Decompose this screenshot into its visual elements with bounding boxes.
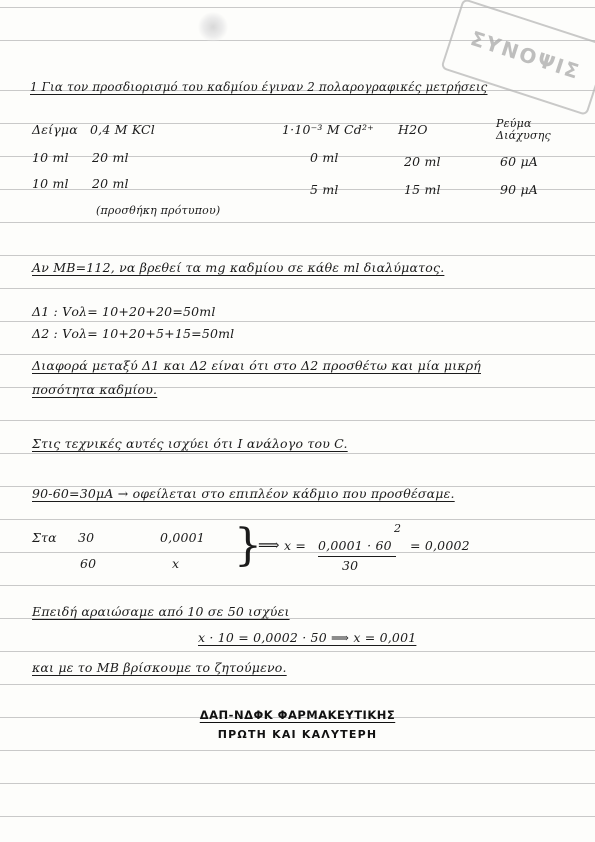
table-note: (προσθήκη πρότυπου) <box>96 204 221 217</box>
ratio-a: 30 <box>78 530 95 545</box>
question-text: Αν ΜΒ=112, να βρεθεί τα mg καδμίου σε κάθε ml διαλύματος. <box>32 260 445 275</box>
ratio-b: 0,0001 <box>160 530 205 545</box>
ratio-label: Στα <box>32 530 57 545</box>
problem-title: 1 Για τον προσδιορισμό του καδμίου έγιναν 2 πολαρογραφικές μετρήσεις <box>30 80 488 94</box>
difference-line-1: Διαφορά μεταξύ Δ1 και Δ2 είναι ότι στο Δ2 προσθέτω και μία μικρή <box>32 358 481 373</box>
row1-cd: 0 ml <box>310 150 339 165</box>
fraction-bar <box>318 556 396 557</box>
stamp-seal: ΣΥΝΟΨΙΣ <box>440 0 595 116</box>
volume-d2: Δ2 : Vολ= 10+20+5+15=50ml <box>32 326 235 341</box>
row2-current: 90 μA <box>500 182 539 197</box>
row2-sample: 10 ml <box>32 176 69 191</box>
ratio-d: x <box>172 556 180 571</box>
technique-statement: Στις τεχνικές αυτές ισχύει ότι I ανάλογο του C. <box>32 436 348 451</box>
eq-prefix: x = <box>284 538 307 553</box>
difference-line-2: ποσότητα καδμίου. <box>32 382 158 397</box>
curly-brace: } <box>234 520 262 571</box>
footer-org-name: ΔΑΠ-ΝΔΦΚ ΦΑΡΜΑΚΕΥΤΙΚΗΣ <box>199 708 396 722</box>
current-subtraction: 90-60=30μA → οφείλεται στο επιπλέον κάδμιο που προσθέσαμε. <box>32 486 455 501</box>
header-cd: 1·10⁻³ Μ Cd²⁺ <box>282 122 374 137</box>
volume-d1: Δ1 : Vολ= 10+20+20=50ml <box>32 304 216 319</box>
fraction-numerator: 0,0001 · 60 <box>318 538 392 553</box>
row1-current: 60 μA <box>500 154 539 169</box>
footer-slogan: ΠΡΩΤΗ ΚΑΙ ΚΑΛΥΤΕΡΗ <box>217 728 378 741</box>
row2-cd: 5 ml <box>310 182 339 197</box>
row1-water: 20 ml <box>404 154 441 169</box>
header-water: H2O <box>398 122 428 137</box>
header-sample: Δείγμα <box>32 122 78 137</box>
row1-kcl: 20 ml <box>92 150 129 165</box>
row2-kcl: 20 ml <box>92 176 129 191</box>
dilution-equation: x · 10 = 0,0002 · 50 ⟹ x = 0,001 <box>198 630 417 645</box>
row2-water: 15 ml <box>404 182 441 197</box>
row1-sample: 10 ml <box>32 150 69 165</box>
dilution-statement: Επειδή αραιώσαμε από 10 σε 50 ισχύει <box>32 604 290 619</box>
fraction-denominator: 30 <box>342 558 359 573</box>
ratio-c: 60 <box>80 556 97 571</box>
header-kcl: 0,4 Μ KCl <box>90 122 155 137</box>
ink-smudge <box>198 12 228 42</box>
final-statement: και με το ΜΒ βρίσκουμε το ζητούμενο. <box>32 660 287 675</box>
header-current: Ρεύμα Διάχυσης <box>496 117 551 142</box>
implies-arrow: ⟹ <box>258 536 280 554</box>
cancel-mark: 2 <box>394 522 402 535</box>
ratio-result: = 0,0002 <box>410 538 470 553</box>
